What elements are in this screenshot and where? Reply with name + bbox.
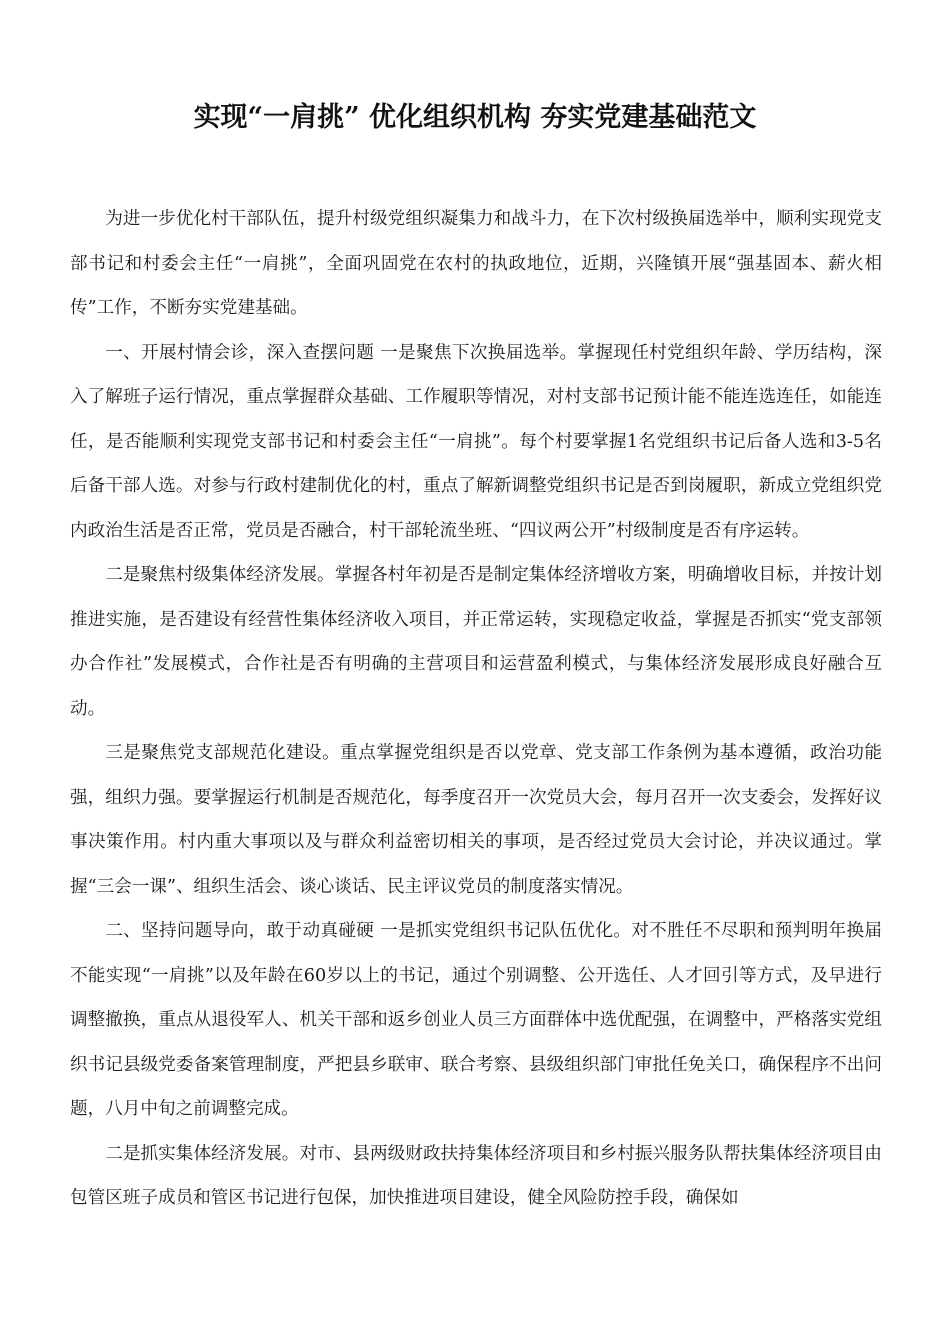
document-body [70, 197, 882, 1221]
paragraph-intro: 为进一步优化村干部队伍，提升村级党组织凝集力和战斗力，在下次村级换届选举中，顺利实现党支部书记和村委会主任“一肩挑”，全面巩固党在农村的执政地位，近期，兴隆镇开展“强基固本、薪火相传”工作，不断夯实党建基础。 [70, 209, 882, 318]
paragraph-section-2: 二、坚持问题导向，敢于动真碰硬 一是抓实党组织书记队伍优化。对不胜任不尽职和预判明年换届不能实现“一肩挑”以及年龄在60岁以上的书记，通过个别调整、公开选任、人才回引等方式，及早进行调整撤换，重点从退役军人、机关干部和返乡创业人员三方面群体中选优配强，在调整中，严格落实党组织书记县级党委备案管理制度，严把县乡联审、联合考察、县级组织部门审批任免关口，确保程序不出问题，八月中旬之前调整完成。 [70, 921, 882, 1119]
paragraph-section-1-point-3: 三是聚焦党支部规范化建设。重点掌握党组织是否以党章、党支部工作条例为基本遵循，政治功能强，组织力强。要掌握运行机制是否规范化，每季度召开一次党员大会，每月召开一次支委会，发挥好议事决策作用。村内重大事项以及与群众利益密切相关的事项，是否经过党员大会讨论，并决议通过。掌握“三会一课”、组织生活会、谈心谈话、民主评议党员的制度落实情况。 [70, 743, 882, 897]
paragraph-section-1: 一、开展村情会诊，深入查摆问题 一是聚焦下次换届选举。掌握现任村党组织年龄、学历结构，深入了解班子运行情况，重点掌握群众基础、工作履职等情况，对村支部书记预计能不能连选连任，如能连任，是否能顺利实现党支部书记和村委会主任“一肩挑”。每个村要掌握1名党组织书记后备人选和3-5名后备干部人选。对参与行政村建制优化的村，重点了解新调整党组织书记是否到岗履职，新成立党组织党内政治生活是否正常，党员是否融合，村干部轮流坐班、“四议两公开”村级制度是否有序运转。 [70, 342, 882, 541]
paragraph-section-1-point-2: 二是聚焦村级集体经济发展。掌握各村年初是否是制定集体经济增收方案，明确增收目标，并按计划推进实施，是否建设有经营性集体经济收入项目，并正常运转，实现稳定收益，掌握是否抓实“党支部领办合作社”发展模式，合作社是否有明确的主营项目和运营盈利模式，与集体经济发展形成良好融合互动。 [70, 565, 882, 719]
paragraph-section-2-point-2: 二是抓实集体经济发展。对市、县两级财政扶持集体经济项目和乡村振兴服务队帮扶集体经济项目由包管区班子成员和管区书记进行包保，加快推进项目建设，健全风险防控手段，确保如 [70, 1143, 882, 1208]
document-title: 实现“一肩挑” 优化组织机构 夯实党建基础范文 [193, 102, 757, 133]
